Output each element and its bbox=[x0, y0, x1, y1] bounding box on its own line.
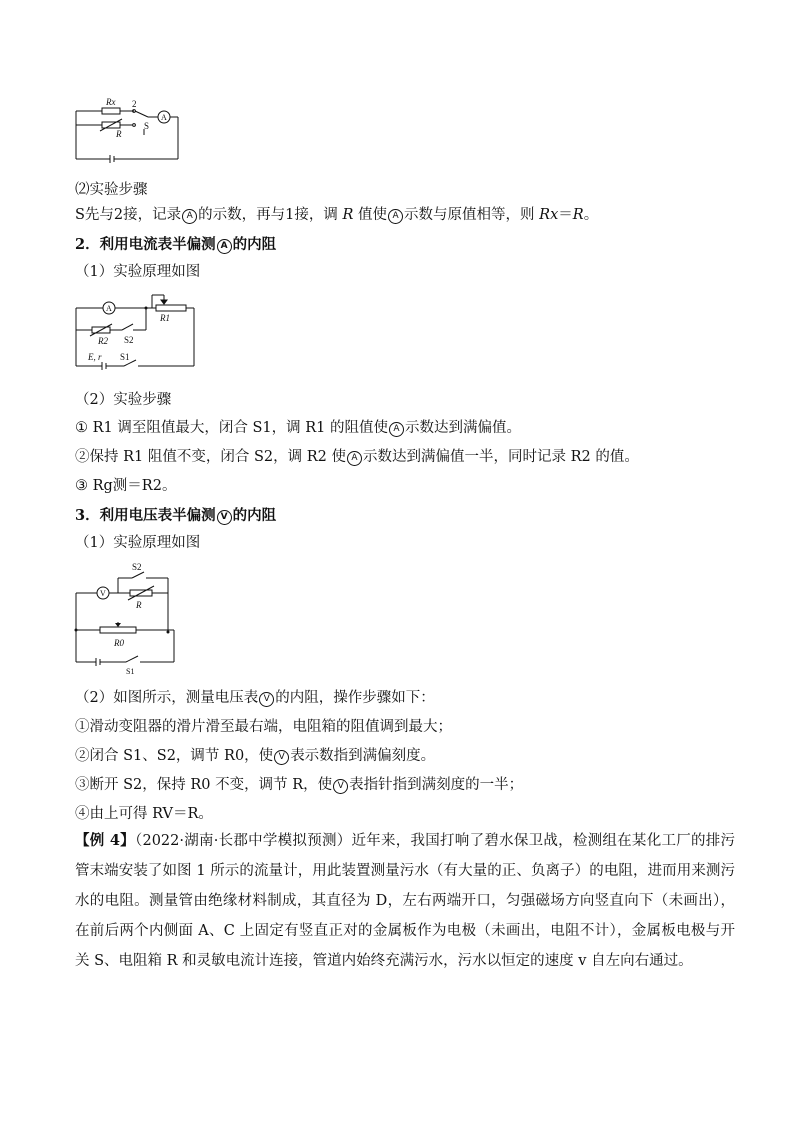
section2-heading bbox=[75, 235, 276, 255]
example-text: （2022·湖南·长郡中学模拟预测）近年来，我国打响了碧水保卫战，检测组在某化工厂的排污管末端安装了如图 1 所示的流量计，用此装置测量污水（有大量的正、负离子）的电阻，进而用来测污水的电阻。测量管由绝缘材料制成，其直径为 D，左右两端开口，匀强磁场方向竖直向下（未画出），在前后两个内侧面 A、C 上固定有竖直正对的金属板作为电极（未画出，电阻不计），金属板电极与开关 S、电阻箱 R 和灵敏电流计连接，管道内始终充满污水，污水以恒定的速度 v 自左向右通过。 bbox=[75, 833, 735, 969]
heading-text: 的内阻 bbox=[232, 236, 277, 253]
ammeter-icon: A bbox=[182, 209, 197, 224]
section3-step4: ④由上可得 RV＝R。 bbox=[75, 806, 213, 822]
text-span: 值使 bbox=[353, 207, 388, 223]
s-label: S bbox=[144, 121, 150, 131]
section1-steps-heading: ⑵实验步骤 bbox=[75, 182, 148, 198]
r0-label: R0 bbox=[114, 638, 124, 648]
text-span: 。 bbox=[583, 207, 599, 223]
r2-label: R2 bbox=[98, 336, 108, 346]
r-label: R bbox=[116, 129, 122, 139]
section2-principle: （1）实验原理如图 bbox=[75, 264, 201, 280]
circuit-diagram-1 bbox=[70, 95, 190, 165]
s2-label: S2 bbox=[124, 335, 134, 345]
text-span: 示数达到满偏值一半，同时记录 R2 的值。 bbox=[363, 449, 639, 465]
text-span: ＝ bbox=[558, 207, 573, 223]
voltmeter-icon: V bbox=[333, 779, 348, 794]
s2-label: S2 bbox=[132, 562, 142, 572]
example-4-paragraph bbox=[75, 826, 735, 976]
text-span: 示数与原值相等，则 bbox=[404, 207, 540, 223]
ammeter-icon: A bbox=[347, 451, 362, 466]
text-span: ③断开 S2，保持 R0 不变，调节 R，使 bbox=[75, 777, 333, 793]
heading-text: 2．利用电流表半偏测 bbox=[75, 236, 216, 253]
section3-step1: ①滑动变阻器的滑片滑至最右端，电阻箱的阻值调到最大； bbox=[75, 719, 452, 735]
terminal-2-label: 2 bbox=[132, 99, 137, 109]
section3-step3 bbox=[75, 775, 523, 795]
text-span: 的内阻，操作步骤如下： bbox=[275, 690, 435, 706]
ammeter-icon: A bbox=[389, 422, 404, 437]
var-r: R bbox=[342, 207, 354, 223]
ammeter-icon: A bbox=[217, 239, 232, 254]
var-rx: Rx bbox=[539, 207, 559, 223]
voltmeter-icon: V bbox=[217, 510, 232, 525]
heading-text: 的内阻 bbox=[232, 507, 277, 524]
section2-step2 bbox=[75, 447, 639, 467]
text-span: 表示数指到满偏刻度。 bbox=[290, 748, 436, 764]
r1-label: R1 bbox=[160, 313, 170, 323]
circuit-diagram-2 bbox=[70, 290, 200, 370]
text-span: 示数达到满偏值。 bbox=[405, 420, 521, 436]
rx-label: Rx bbox=[106, 97, 116, 107]
voltmeter-icon: V bbox=[259, 692, 274, 707]
ammeter-symbol: A bbox=[106, 304, 112, 313]
section3-heading bbox=[75, 506, 276, 526]
s1-label: S1 bbox=[120, 352, 130, 362]
section3-principle: （1）实验原理如图 bbox=[75, 535, 201, 551]
section3-step2 bbox=[75, 746, 435, 766]
var-r: R bbox=[572, 207, 584, 223]
section2-step3: ③ Rg测＝R2。 bbox=[75, 478, 177, 494]
text-span: ②保持 R1 阻值不变，闭合 S2，调 R2 使 bbox=[75, 449, 346, 465]
section2-steps-heading: （2）实验步骤 bbox=[75, 392, 172, 408]
text-span: 表指针指到满刻度的一半； bbox=[349, 777, 524, 793]
voltmeter-icon: V bbox=[274, 750, 289, 765]
ammeter-symbol: A bbox=[161, 113, 167, 122]
circuit-diagram-3 bbox=[70, 560, 190, 676]
voltmeter-symbol: V bbox=[100, 589, 106, 598]
section2-step1 bbox=[75, 418, 521, 438]
ammeter-icon: A bbox=[388, 209, 403, 224]
example-tag: 【例 4】 bbox=[75, 832, 135, 849]
source-label: E, r bbox=[88, 352, 102, 362]
text-span: S先与2接，记录 bbox=[75, 207, 182, 223]
text-span: ① R1 调至阻值最大，闭合 S1，调 R1 的阻值使 bbox=[75, 420, 388, 436]
text-span: 的示数，再与1接，调 bbox=[198, 207, 343, 223]
text-span: （2）如图所示，测量电压表 bbox=[75, 690, 259, 706]
text-span: ②闭合 S1、S2，调节 R0，使 bbox=[75, 748, 274, 764]
r-label: R bbox=[136, 600, 142, 610]
section1-step-text bbox=[75, 205, 598, 225]
heading-text: 3．利用电压表半偏测 bbox=[75, 507, 216, 524]
s1-label: S1 bbox=[126, 667, 135, 676]
section3-intro bbox=[75, 688, 435, 708]
